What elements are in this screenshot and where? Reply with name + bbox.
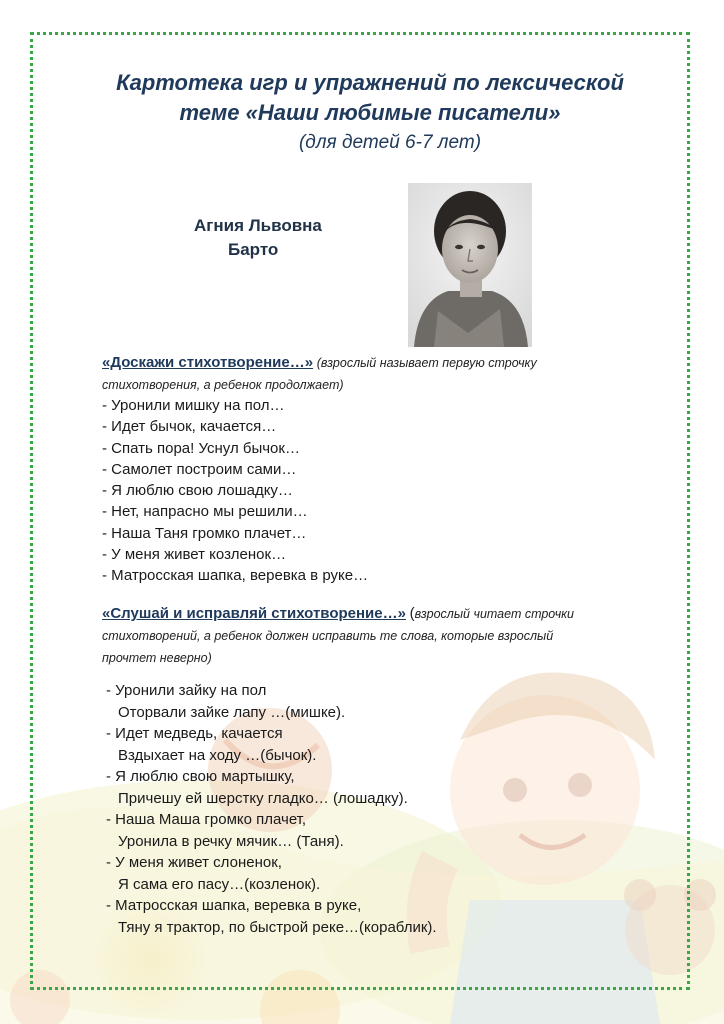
author-portrait-icon [408,183,532,347]
list-item: - Самолет построим сами… [102,460,297,478]
verse-line-1: - Уронили зайку на пол [106,682,267,699]
game-2-header [102,603,642,669]
list-item [106,766,666,809]
page-title [60,68,680,128]
list-item: - Нет, напрасно мы решили… [102,503,308,521]
verse-line-1: - Идет медведь, качается [106,725,283,742]
verse-line-2: Причешу ей шерстку гладко… (лошадку). [118,789,408,807]
game-1-list [102,395,662,587]
author-name-line-1: Агния Львовна [194,216,322,235]
game-1-header [102,352,642,396]
list-item: - Идет бычок, качается… [102,418,277,436]
game-2-note-line-2: стихотворений, а ребенок должен исправить те слова, которые взрослый [102,629,554,643]
author-name [180,214,360,262]
list-item [106,895,666,938]
list-item [106,852,666,895]
author-name-line-2: Барто [228,240,279,259]
game-1-note-line-2: стихотворения, а ребенок продолжает) [102,378,344,392]
verse-line-2: Тяну я трактор, по быстрой реке…(кораблик). [118,918,437,936]
verse-line-1: - Матросская шапка, веревка в руке, [106,897,362,914]
list-item: - Уронили мишку на пол… [102,397,285,414]
game-2-title: «Слушай и исправляй стихотворение…» [102,605,406,622]
title-line-1: Картотека игр и упражнений по лексической [116,70,624,95]
verse-line-1: - У меня живет слоненок, [106,854,282,871]
list-item: - Спать пора! Уснул бычок… [102,439,300,457]
list-item: - Я люблю свою лошадку… [102,482,293,500]
game-2-list [106,680,666,938]
game-2-note-line-3: прочтет неверно) [102,651,212,665]
verse-line-2: Оторвали зайке лапу …(мишке). [118,703,346,721]
verse-line-2: Уронила в речку мячик… (Таня). [118,832,344,850]
verse-line-2: Я сама его пасу…(козленок). [118,875,321,893]
game-1-note-line-1: (взрослый называет первую строчку [316,356,537,370]
game-2-note-line-1: взрослый читает строчки [414,607,575,621]
game-1-title: «Доскажи стихотворение…» [102,354,314,371]
list-item: - Матросская шапка, веревка в руке… [102,567,369,585]
age-subtitle: (для детей 6-7 лет) [298,132,482,153]
verse-line-1: - Наша Маша громко плачет, [106,811,307,828]
list-item [106,680,666,723]
verse-line-2: Вздыхает на ходу …(бычок). [118,746,317,764]
game-2-paren: ( [409,605,415,622]
verse-line-1: - Я люблю свою мартышку, [106,768,295,785]
list-item [106,723,666,766]
list-item: - Наша Таня громко плачет… [102,524,307,542]
list-item: - У меня живет козленок… [102,546,287,564]
title-line-2: теме «Наши любимые писатели» [179,100,561,125]
list-item [106,809,666,852]
